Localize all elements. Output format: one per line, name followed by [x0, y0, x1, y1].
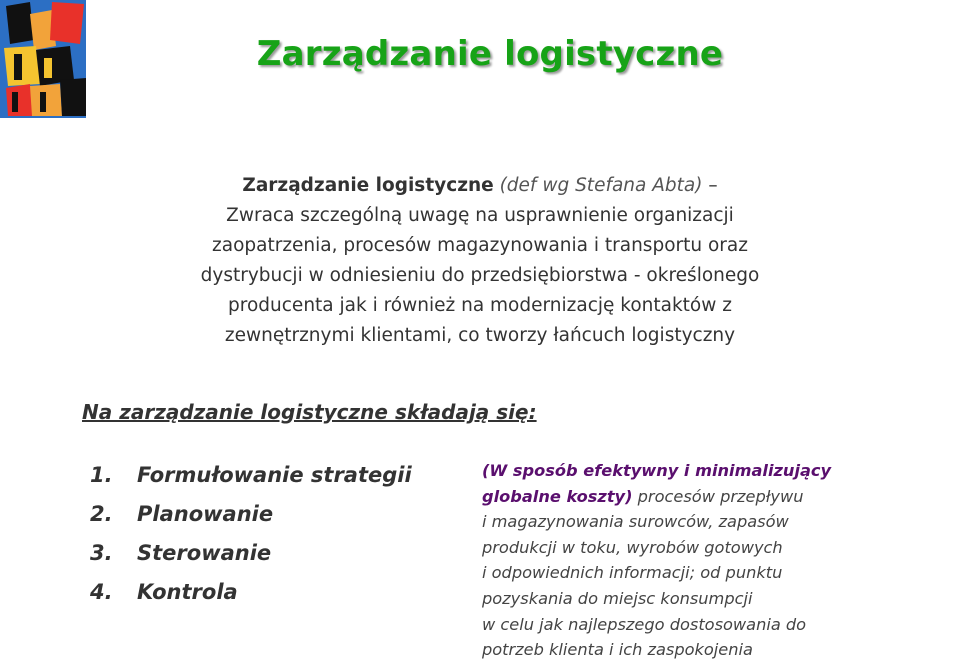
step-label: Sterowanie	[137, 541, 272, 565]
note-highlight: (W sposób efektywny i minimalizujący	[482, 461, 832, 480]
list-item	[90, 573, 412, 612]
step-number: 1.	[90, 463, 113, 487]
step-label: Formułowanie strategii	[137, 463, 412, 487]
definition-line: Zwraca szczególną uwagę na usprawnienie organizacji	[226, 205, 734, 226]
note-highlight: globalne koszty)	[482, 486, 633, 506]
step-number: 3.	[90, 541, 113, 565]
list-item	[90, 495, 412, 534]
section-heading: Na zarządzanie logistyczne składają się:	[82, 400, 537, 424]
list-item	[90, 456, 412, 495]
explanation-note	[482, 458, 952, 663]
note-line: w celu jak najlepszego dostosowania do	[482, 614, 807, 634]
note-line: pozyskania do miejsc konsumpcji	[482, 588, 753, 608]
step-label: Planowanie	[137, 502, 274, 526]
definition-term: Zarządzanie logistyczne	[242, 175, 494, 196]
list-item	[90, 534, 412, 573]
step-number: 4.	[90, 580, 113, 604]
note-line: i odpowiednich informacji; od punktu	[482, 563, 783, 583]
note-text: procesów przepływu	[632, 486, 804, 506]
note-line	[482, 458, 952, 484]
note-line: potrzeb klienta i ich zaspokojenia	[482, 640, 753, 660]
step-label: Kontrola	[137, 580, 238, 604]
definition-line: zaopatrzenia, procesów magazynowania i transportu oraz	[212, 235, 748, 256]
page-title: Zarządzanie logistyczne	[256, 34, 724, 74]
definition-first-line	[120, 171, 840, 201]
definition-line: producenta jak i również na modernizację kontaktów z	[228, 295, 732, 316]
definition-dash: –	[708, 175, 718, 196]
definition-text	[120, 171, 840, 351]
note-line: produkcji w toku, wyrobów gotowych	[482, 537, 783, 557]
definition-source-note: (def wg Stefana Abta)	[499, 175, 703, 196]
step-number: 2.	[90, 502, 113, 526]
definition-line: dystrybucji w odniesieniu do przedsiębiorstwa - określonego	[200, 265, 760, 286]
steps-list	[90, 456, 412, 612]
puzzle-logo-icon	[0, 0, 86, 118]
definition-line: zewnętrznymi klientami, co tworzy łańcuch logistyczny	[224, 325, 736, 346]
note-line	[482, 484, 952, 510]
note-line: i magazynowania surowców, zapasów	[482, 512, 789, 532]
